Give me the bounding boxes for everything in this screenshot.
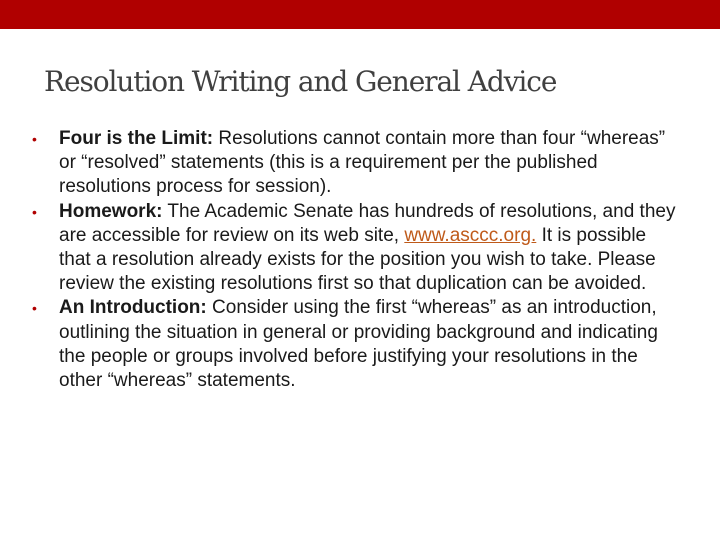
bullet-four-is-the-limit	[32, 127, 682, 200]
bullet-heading: Four is the Limit:	[59, 128, 214, 149]
bullet-body: Resolutions cannot contain more than four “whereas” or “resolved” statements (this is a requirement per the published resolutions process for session).	[59, 128, 666, 198]
bullet-list	[32, 127, 682, 393]
bullet-marker-icon: •	[32, 203, 37, 220]
bullet-homework	[32, 200, 682, 297]
bullet-heading: An Introduction:	[59, 297, 207, 319]
bullet-heading: Homework:	[59, 200, 163, 222]
slide-title: Resolution Writing and General Advice	[44, 65, 557, 98]
bullet-body: Consider using the first “whereas” as an introduction, outlining the situation in general or providing background and indicating the people or groups involved before justifying your resolutions in the other “whereas” statements.	[59, 297, 658, 392]
top-accent-bar	[0, 0, 720, 29]
bullet-body: The Academic Senate has hundreds of resolutions, and they are accessible for review on its web site,	[59, 200, 676, 246]
asccc-website-link[interactable]: www.asccc.org.	[404, 224, 537, 246]
bullet-body-continued: It is possible that a resolution already exists for the position you wish to take. Please review the existing resolutions first so that duplication can be avoided.	[59, 224, 656, 295]
bullet-an-introduction	[32, 296, 682, 393]
bullet-marker-icon: •	[32, 131, 37, 147]
bullet-marker-icon: •	[32, 300, 37, 317]
